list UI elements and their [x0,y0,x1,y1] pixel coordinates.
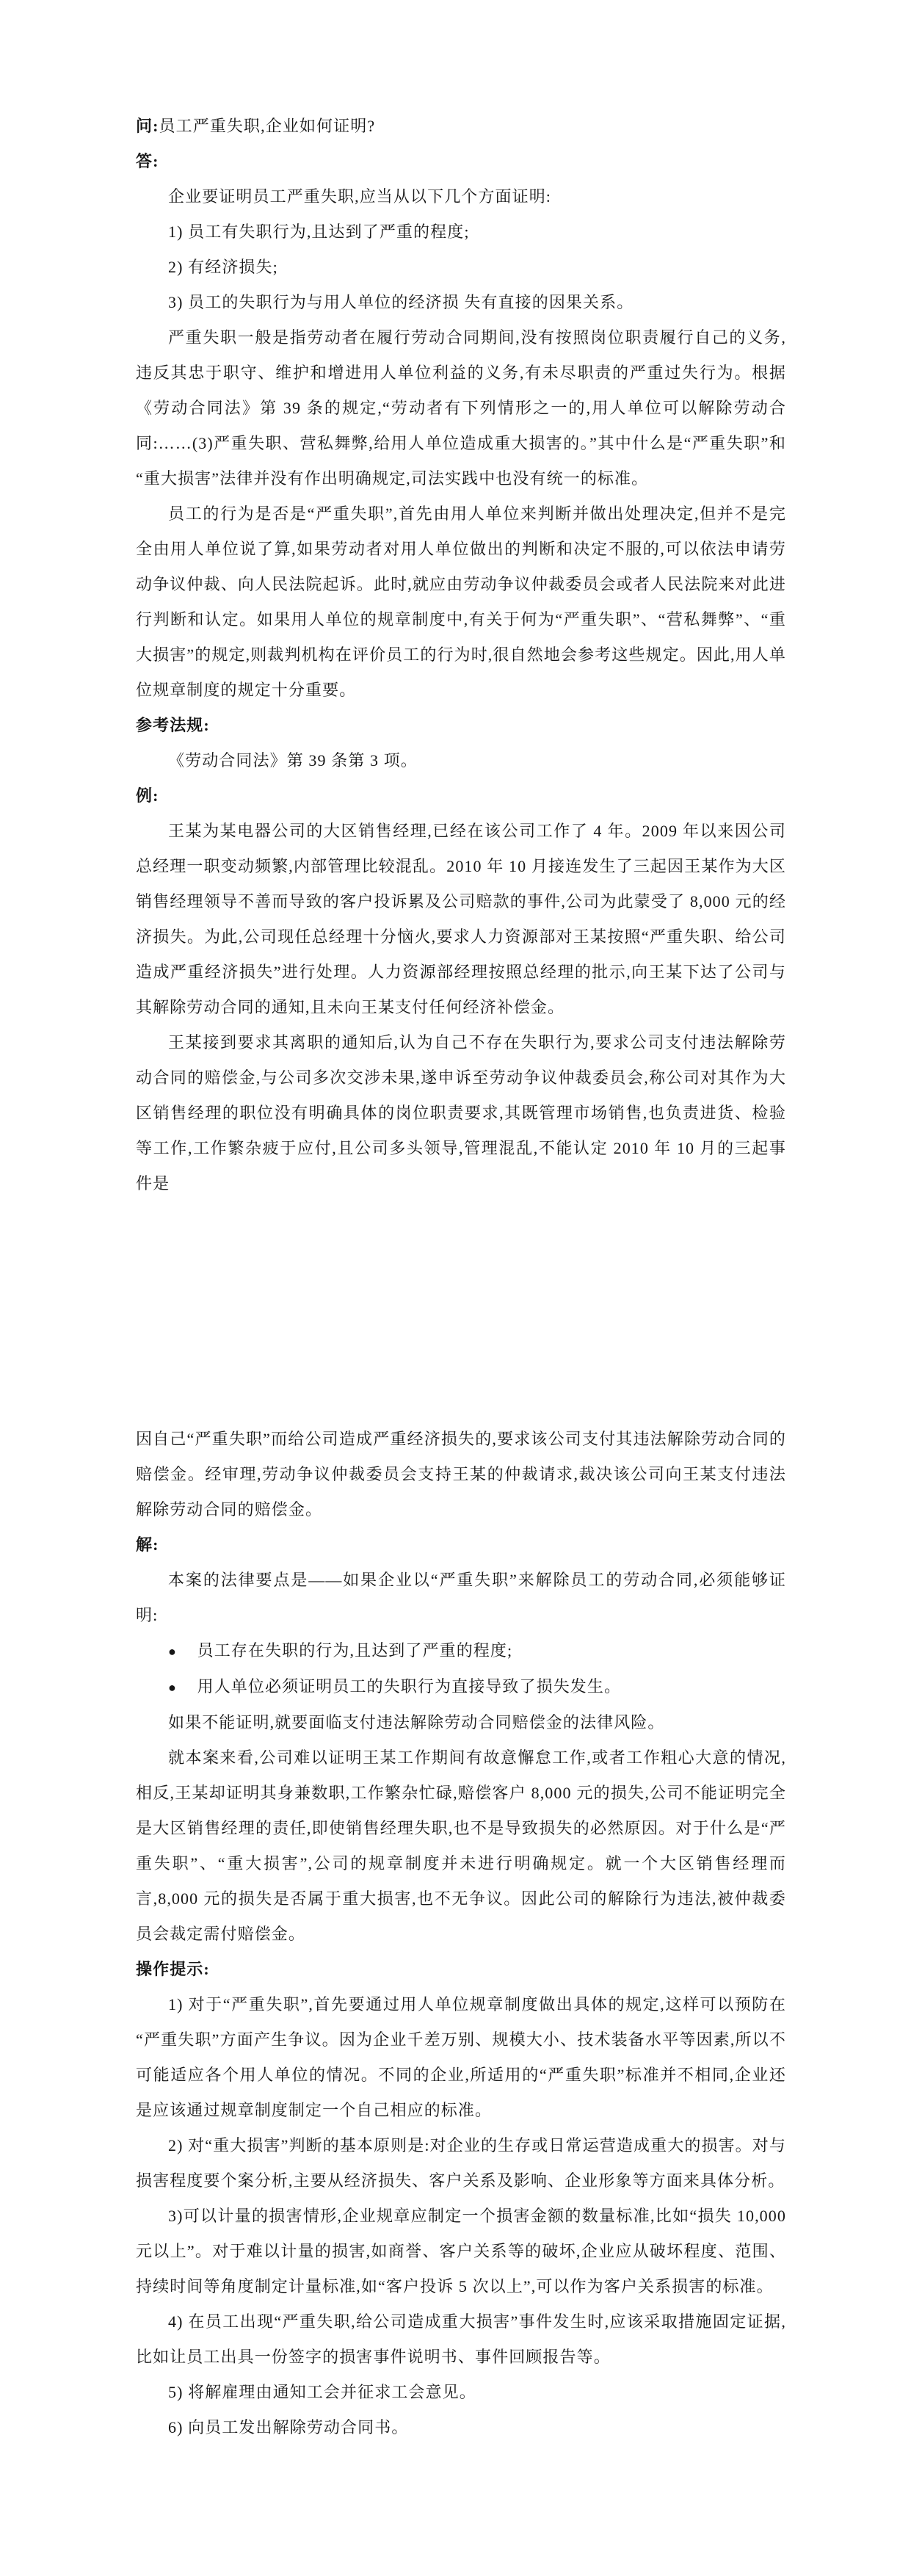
bullet-icon: ● [168,1680,177,1695]
paragraph: 王某为某电器公司的大区销售经理,已经在该公司工作了 4 年。2009 年以来因公司总经理一职变动频繁,内部管理比较混乱。2010 年 10 月接连发生了三起因王某作为大区销售经理领导不善而导致的客户投诉累及公司赔款的事件,公司为此蒙受了 8,000 元的经济损失。为此,公司现任总经理十分恼火,要求人力资源部对王某按照“严重失职、给公司造成严重经济损失”进行处理。人力资源部经理按照总经理的批示,向王某下达了公司与其解除劳动合同的通知,且未向王某支付任何经济补偿金。 [136,822,786,1016]
paragraph: 2) 有经济损失; [168,258,278,276]
paragraph: 如果不能证明,就要面临支付违法解除劳动合同赔偿金的法律风险。 [168,1713,665,1732]
paragraph: 员工的行为是否是“严重失职”,首先由用人单位来判断并做出处理决定,但并不是完全由用人单位说了算,如果劳动者对用人单位做出的判断和决定不服的,可以依法申请劳动争议仲裁、向人民法院起诉。此时,就应由劳动争议仲裁委员会或者人民法院来对此进行判断和认定。如果用人单位的规章制度中,有关于何为“严重失职”、“营私舞弊”、“重大损害”的规定,则裁判机构在评价员工的行为时,很自然地会参考这些规定。因此,用人单位规章制度的规定十分重要。 [136,504,786,699]
bullet-item [136,1669,786,1705]
paragraph: 3)可以计量的损害情形,企业规章应制定一个损害金额的数量标准,比如“损失 10,000 元以上”。对于难以计量的损害,如商誉、客户关系等的破坏,企业应从破坏程度、范围、持续时间等角度制定计量标准,如“客户投诉 5 次以上”,可以作为客户关系损害的标准。 [136,2207,786,2295]
paragraph: 5) 将解雇理由通知工会并征求工会意见。 [168,2383,476,2401]
paragraph: 1) 员工有失职行为,且达到了严重的程度; [168,222,470,241]
section-heading: 例: [136,786,159,805]
paragraph: 2) 对“重大损害”判断的基本原则是:对企业的生存或日常运营造成重大的损害。对与损害程度要个案分析,主要从经济损失、客户关系及影响、企业形象等方面来具体分析。 [136,2136,786,2190]
paragraph: 就本案来看,公司难以证明王某工作期间有故意懈怠工作,或者工作粗心大意的情况,相反,王某却证明其身兼数职,工作繁杂忙碌,赔偿客户 8,000 元的损失,公司不能证明完全是大区销售经理的责任,即使销售经理失职,也不是导致损失的必然原因。对于什么是“严重失职”、“重大损害”,公司的规章制度并未进行明确规定。就一个大区销售经理而言,8,000 元的损失是否属于重大损害,也不无争议。因此公司的解除行为违法,被仲裁委员会裁定需付赔偿金。 [136,1748,786,1943]
section-heading: 操作提示: [136,1960,210,1978]
paragraph: 1) 对于“严重失职”,首先要通过用人单位规章制度做出具体的规定,这样可以预防在“严重失职”方面产生争议。因为企业千差万别、规模大小、技术装备水平等因素,所以不可能适应各个用人单位的情况。不同的企业,所适用的“严重失职”标准并不相同,企业还是应该通过规章制度制定一个自己相应的标准。 [136,1995,786,2119]
bullet-item [136,1633,786,1669]
paragraph: 严重失职一般是指劳动者在履行劳动合同期间,没有按照岗位职责履行自己的义务,违反其忠于职守、维护和增进用人单位利益的义务,有未尽职责的严重过失行为。根据《劳动合同法》第 39 条的规定,“劳动者有下列情形之一的,用人单位可以解除劳动合同:……(3)严重失职、营私舞弊,给用人单位造成重大损害的。”其中什么是“严重失职”和“重大损害”法律并没有作出明确规定,司法实践中也没有统一的标准。 [136,328,786,488]
paragraph: 6) 向员工发出解除劳动合同书。 [168,2418,409,2436]
question-line [136,109,786,144]
question-label: 问: [136,117,159,135]
bullet-text: 员工存在失职的行为,且达到了严重的程度; [197,1641,513,1660]
bullet-text: 用人单位必须证明员工的失职行为直接导致了损失发生。 [197,1677,622,1696]
paragraph: 企业要证明员工严重失职,应当从以下几个方面证明: [168,187,552,206]
section-heading: 解: [136,1535,159,1554]
paragraph: 因自己“严重失职”而给公司造成严重经济损失的,要求该公司支付其违法解除劳动合同的赔偿金。经审理,劳动争议仲裁委员会支持王某的仲裁请求,裁决该公司向王某支付违法解除劳动合同的赔偿金。 [136,1430,786,1519]
page-gap [136,1201,786,1422]
paragraph: 王某接到要求其离职的通知后,认为自己不存在失职行为,要求公司支付违法解除劳动合同的赔偿金,与公司多次交涉未果,遂申诉至劳动争议仲裁委员会,称公司对其作为大区销售经理的职位没有明确具体的岗位职责要求,其既管理市场销售,也负责进货、检验等工作,工作繁杂疲于应付,且公司多头领导,管理混乱,不能认定 2010 年 10 月的三起事件是 [136,1033,786,1193]
paragraph: 《劳动合同法》第 39 条第 3 项。 [168,751,418,770]
section-heading: 答: [136,152,159,170]
paragraph: 3) 员工的失职行为与用人单位的经济损 失有直接的因果关系。 [168,293,634,311]
section-heading: 参考法规: [136,716,210,734]
paragraph: 本案的法律要点是——如果企业以“严重失职”来解除员工的劳动合同,必须能够证明: [136,1571,786,1624]
bullet-icon: ● [168,1644,177,1659]
paragraph: 4) 在员工出现“严重失职,给公司造成重大损害”事件发生时,应该采取措施固定证据,比如让员工出具一份签字的损害事件说明书、事件回顾报告等。 [136,2312,786,2366]
document-body [136,109,786,2445]
question-text: 员工严重失职,企业如何证明? [159,117,376,135]
